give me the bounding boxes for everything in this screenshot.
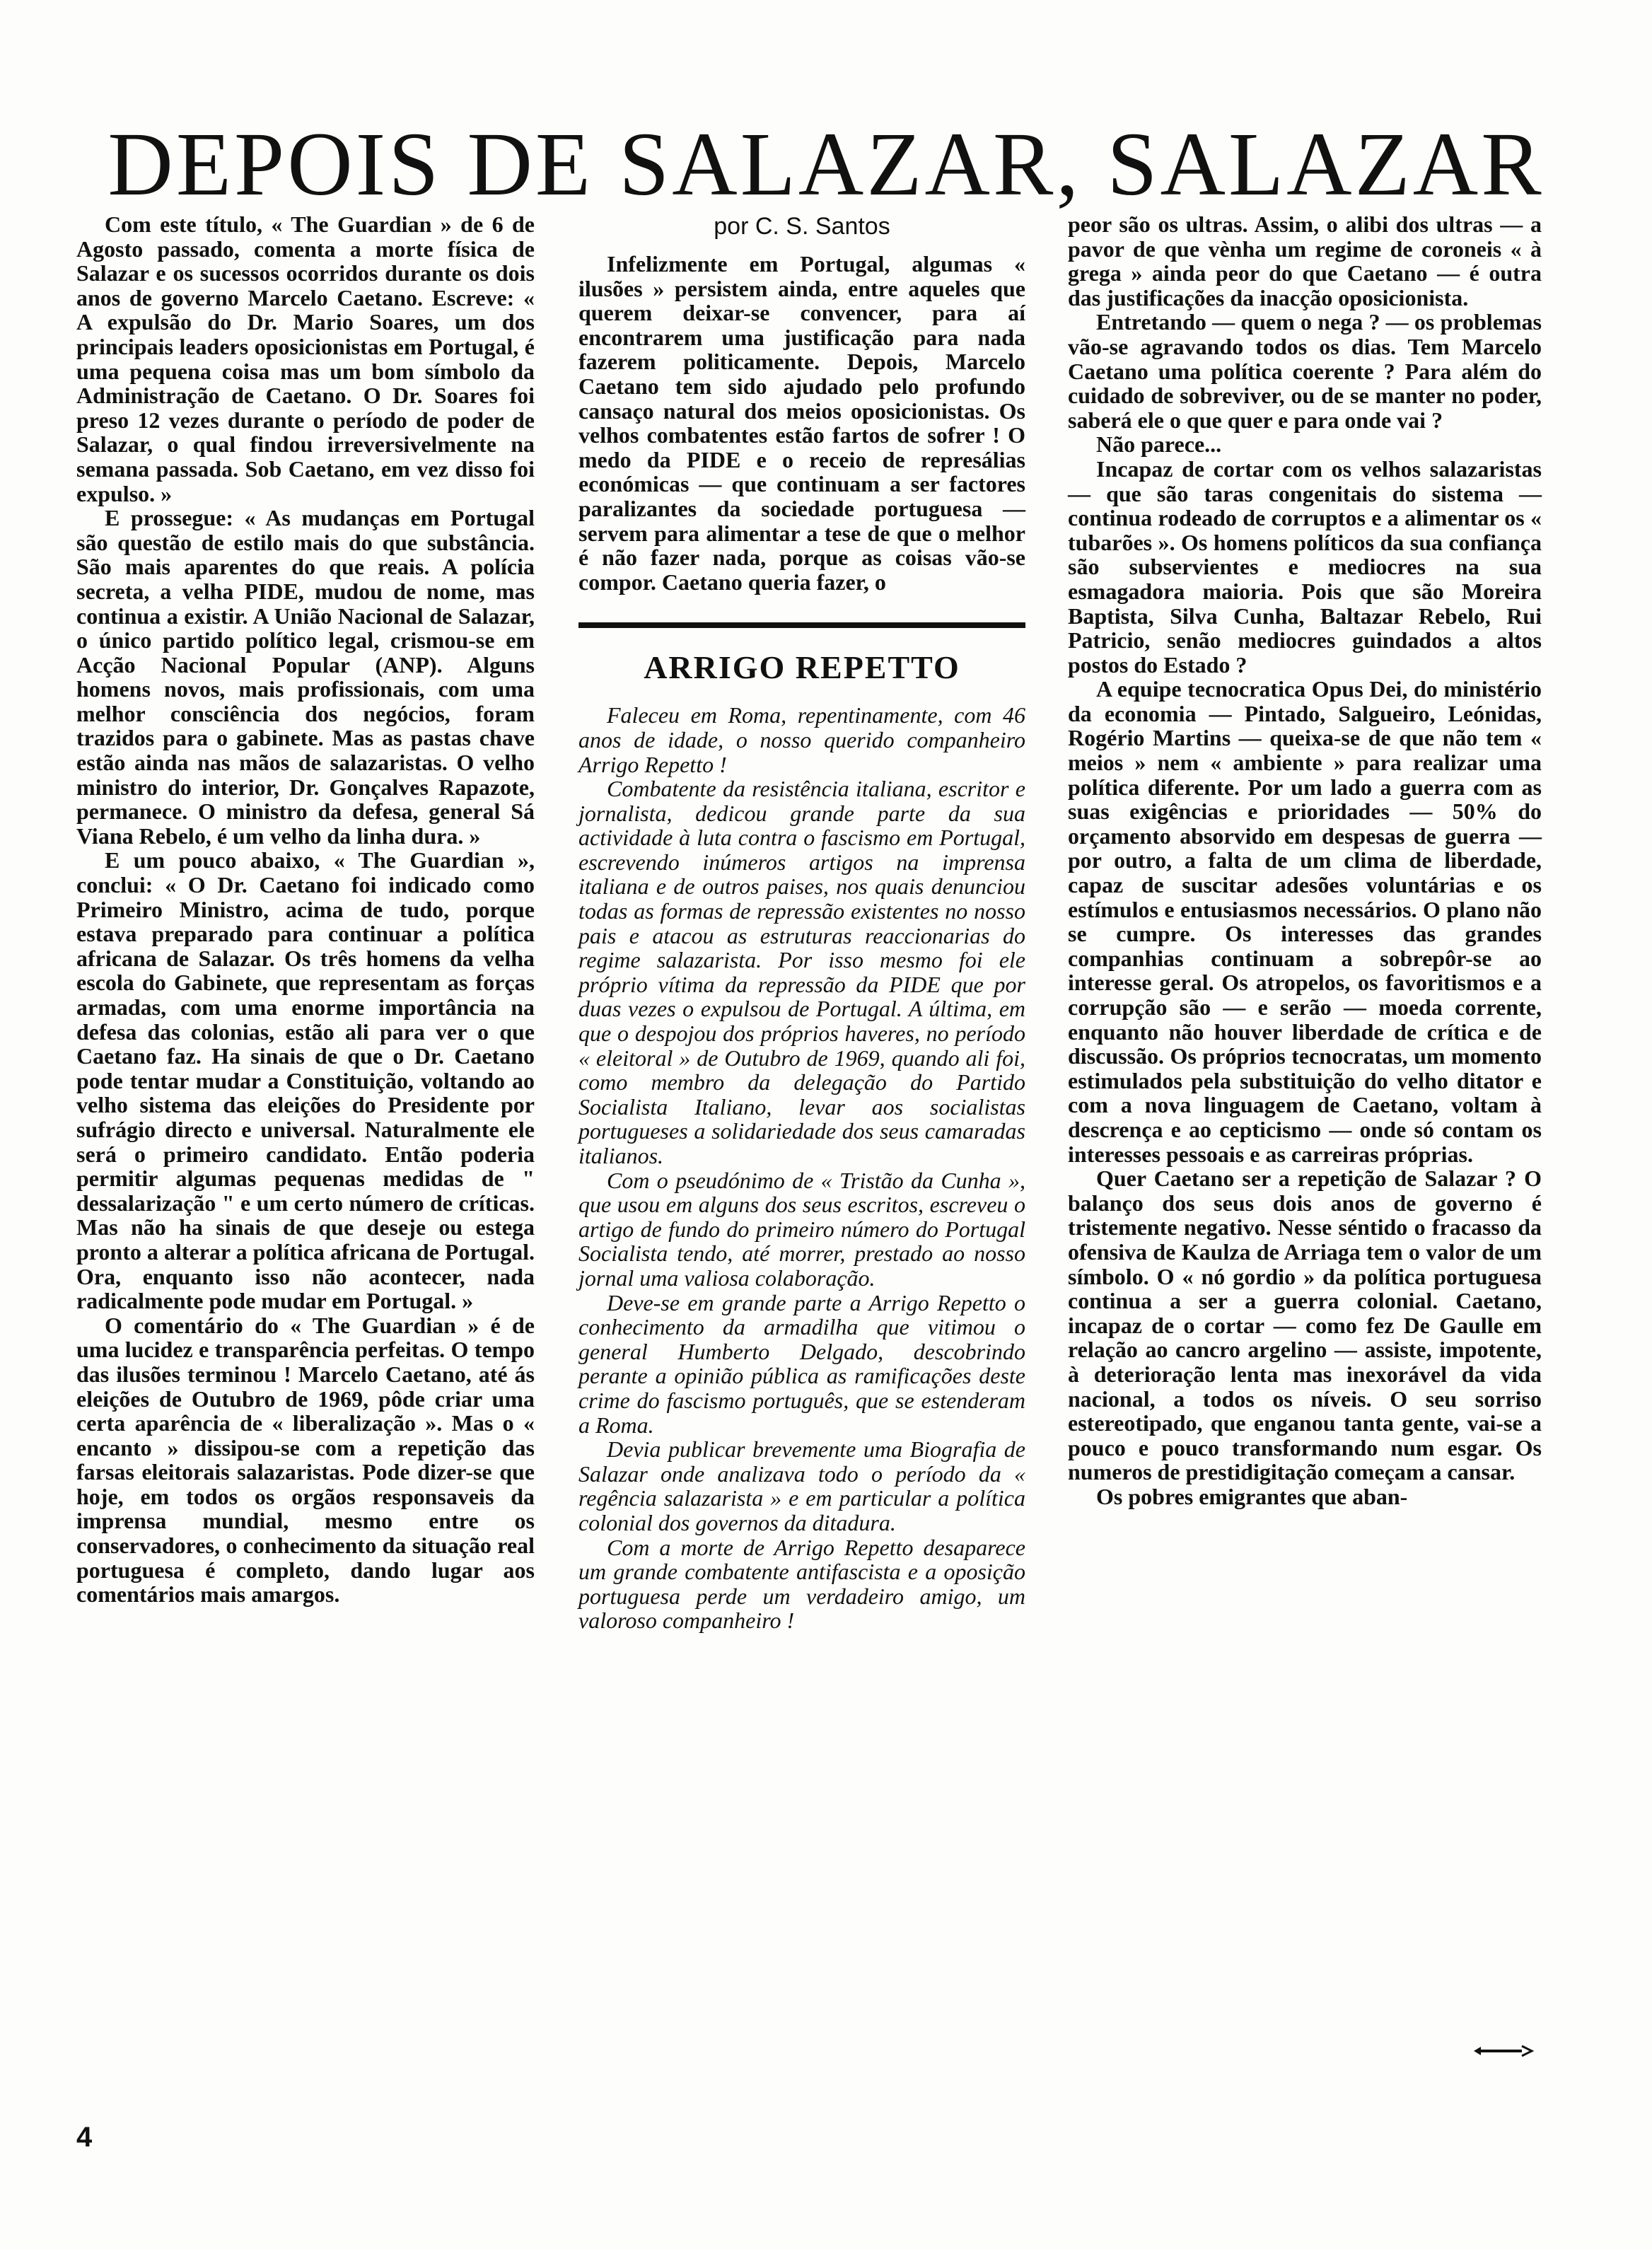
sidebar-paragraph: Combatente da resistência italiana, escritor e jornalista, dedicou grande parte da sua actividade à luta contra o fascismo em Portugal, escrevendo inúmeros artigos na imprensa italiana e de outros paises, nos quais denunciou todas as formas de repressão existentes no nosso pais e atacou as estruturas reaccionarias do regime salazarista. Por isso mesmo foi ele próprio vítima da repressão da PIDE que por duas vezes o expulsou de Portugal. A última, em que o despojou dos próprios haveres, no período « eleitoral » de Outubro de 1969, quando ali foi, como membro da delegação do Partido Socialista Italiano, levar aos socialistas portugueses a solidariedade dos seus camaradas italianos.	[578, 776, 1025, 1168]
article-column-1	[76, 212, 535, 1607]
article-paragraph: Incapaz de cortar com os velhos salazaristas — que são taras congenitais do sistema — continua rodeado de corruptos e a alimentar os « tubarões ». Os homens políticos da sua confiança são subservientes e mediocres na sua esmagadora maioria. Pois que são Moreira Baptista, Silva Cunha, Baltazar Rebelo, Rui Patricio, senão mediocres guindados a altos postos do Estado ?	[1068, 455, 1542, 678]
sidebar-paragraph: Devia publicar brevemente uma Biografia de Salazar onde analizava todo o período da « regência salazarista » e em particular a política colonial dos governos da ditadura.	[578, 1436, 1025, 1535]
article-paragraph: Os pobres emigrantes que aban-	[1096, 1483, 1408, 1509]
article-paragraph: Não parece...	[1096, 431, 1222, 458]
right-arrow-icon	[1471, 2044, 1535, 2058]
sidebar-paragraph: Deve-se em grande parte a Arrigo Repetto o conhecimento da armadilha que vitimou o general Humberto Delgado, descobrindo perante a opinião pública as ramificações deste crime do fascismo português, que se estenderam a Roma.	[578, 1289, 1025, 1438]
headline: DEPOIS DE SALAZAR, SALAZAR	[107, 114, 1545, 214]
article-paragraph: E prossegue: « As mudanças em Portugal são questão de estilo mais do que substância. São mais aparentes do que reais. A polícia secreta, a velha PIDE, mudou de nome, mas continua a existir. A União Nacional de Salazar, o único partido político legal, crismou-se em Acção Nacional Popular (ANP). Alguns homens novos, mais profissionais, com uma melhor consciência dos negócios, foram trazidos para o gabinete. Mas as pastas chave estão ainda nas mãos de salazaristas. O velho ministro do interior, Dr. Gonçalves Rapazote, permanece. O ministro da defesa, general Sá Viana Rebelo, é um velho da linha dura. »	[76, 505, 535, 849]
article-paragraph: Infelizmente em Portugal, algumas « ilusões » persistem ainda, entre aqueles que querem deixar-se convencer, para aí encontrarem uma justificação para nada fazerem politicamente. Depois, Marcelo Caetano tem sido ajudado pelo profundo cansaço natural dos meios oposicionistas. Os velhos combatentes estão fartos de sofrer ! O medo da PIDE e o receio de represálias económicas — que continuam a ser factores paralizantes da sociedade portuguesa — servem para alimentar a tese de que o melhor é não fazer nada, porque as coisas vão-se compor. Caetano queria fazer, o	[578, 251, 1025, 595]
article-paragraph: Com este título, « The Guardian » de 6 de Agosto passado, comenta a morte física de Salazar e os sucessos ocorridos durante os dois anos de governo Marcelo Caetano. Escreve: « A expulsão do Dr. Mario Soares, um dos principais leaders oposicionistas em Portugal, é uma pequena coisa mas um bom símbolo da Administração de Caetano. O Dr. Soares foi preso 12 vezes durante o período de poder de Salazar, o qual findou irreversivelmente na semana passada. Sob Caetano, em vez disso foi expulso. »	[76, 211, 535, 506]
sidebar-paragraph: Com a morte de Arrigo Repetto desaparece um grande combatente antifascista e a oposição portuguesa perde um verdadeiro amigo, um valoroso companheiro !	[578, 1534, 1025, 1634]
sidebar-divider	[578, 622, 1025, 628]
article-column-2-body	[578, 252, 1025, 594]
page-number: 4	[76, 2122, 93, 2153]
article-paragraph: Quer Caetano ser a repetição de Salazar ? O balanço dos seus dois anos de governo é tristemente negativo. Nesse séntido o fracasso da ofensiva de Kaulza de Arriaga tem o valor de um símbolo. O « nó gordio » da política portuguesa continua a ser a guerra colonial. Caetano, incapaz de o cortar — como fez De Gaulle em relação ao cancro argelino — assiste, impotente, à deterioração lenta mas inexorável da vida nacional, a todos os níveis. O seu sorriso estereotipado, que enganou tanta gente, vai-se a pouco e pouco transformando num esgar. Os numeros de prestidigitação começam a cansar.	[1068, 1166, 1542, 1485]
article-paragraph: E um pouco abaixo, « The Guardian », conclui: « O Dr. Caetano foi indicado como Primeiro Ministro, acima de tudo, porque estava preparado para continuar a política africana de Salazar. Os três homens da velha escola do Gabinete, que representam as forças armadas, com uma enorme importância na defesa das colonias, estão ali para ver o que Caetano faz. Ha sinais de que o Dr. Caetano pode tentar mudar a Constituição, voltando ao velho sistema das eleições do Presidente por sufrágio directo e universal. Naturalmente ele será o primeiro candidato. Então poderia permitir algumas pequenas medidas de " dessalarização " e um certo número de críticas. Mas não ha sinais de que deseje ou estega pronto a alterar a política africana de Portugal. Ora, enquanto isso não acontecer, nada radicalmente pode mudar em Portugal. »	[76, 847, 535, 1314]
sidebar-paragraph: Faleceu em Roma, repentinamente, com 46 anos de idade, o nosso querido companheiro Arrigo Repetto !	[578, 702, 1025, 777]
article-paragraph: Entretando — quem o nega ? — os problemas vão-se agravando todos os dias. Tem Marcelo Caetano uma política coerente ? Para além do cuidado de sobreviver, ou de se manter no poder, saberá ele o que quer e para onde vai ?	[1068, 309, 1542, 433]
article-column-2	[578, 212, 1025, 1633]
sidebar-paragraph: Com o pseudónimo de « Tristão da Cunha », que usou em alguns dos seus escritos, escreveu o artigo de fundo do primeiro número do Portugal Socialista tendo, até morrer, prestado ao nosso jornal uma valiosa colaboração.	[578, 1167, 1025, 1291]
article-column-3	[1068, 212, 1542, 1509]
byline: por C. S. Santos	[714, 213, 890, 240]
article-paragraph: O comentário do « The Guardian » é de uma lucidez e transparência perfeitas. O tempo das ilusões terminou ! Marcelo Caetano, até ás eleições de Outubro de 1969, pôde criar uma certa aparência de « liberalização ». Mas o « encanto » dissipou-se com a repetição das farsas eleitorais salazaristas. Pode dizer-se que hoje, em todos os orgãos responsaveis da imprensa mundial, mesmo entre os conservadores, o conhecimento da situação real portuguesa é completo, dando lugar aos comentários mais amargos.	[76, 1312, 535, 1608]
sidebar-title: ARRIGO REPETTO	[644, 649, 960, 686]
sidebar-body	[578, 703, 1025, 1633]
article-paragraph: peor são os ultras. Assim, o alibi dos ultras — a pavor de que vènha um regime de coroneis « à grega » ainda peor do que Caetano — é outra das justificações da inacção oposicionista.	[1068, 211, 1542, 310]
article-paragraph: A equipe tecnocratica Opus Dei, do ministério da economia — Pintado, Salgueiro, Leónidas, Rogério Martins — queixa-se de que não tem « meios » nem « ambiente » para realizar uma política diferente. Por um lado a guerra com as suas exigências e prioridades — 50% do orçamento absorvido em despesas de guerra — por outro, a falta de um clima de liberdade, capaz de suscitar adesões voluntárias e os estímulos e entusiasmos necessários. O plano não se cumpre. Os interesses das grandes companhias continuam a sobrepôr-se ao interesse geral. Os atropelos, os favoritismos e a corrupção são — e serão — moeda corrente, enquanto não houver liberdade de crítica e de discussão. Os próprios tecnocratas, um momento estimulados pela substituição do velho ditator e com a nova linguagem de Caetano, voltam à descrença e ao cepticismo — onde só contam os interesses pessoais e as carreiras próprias.	[1068, 676, 1542, 1167]
